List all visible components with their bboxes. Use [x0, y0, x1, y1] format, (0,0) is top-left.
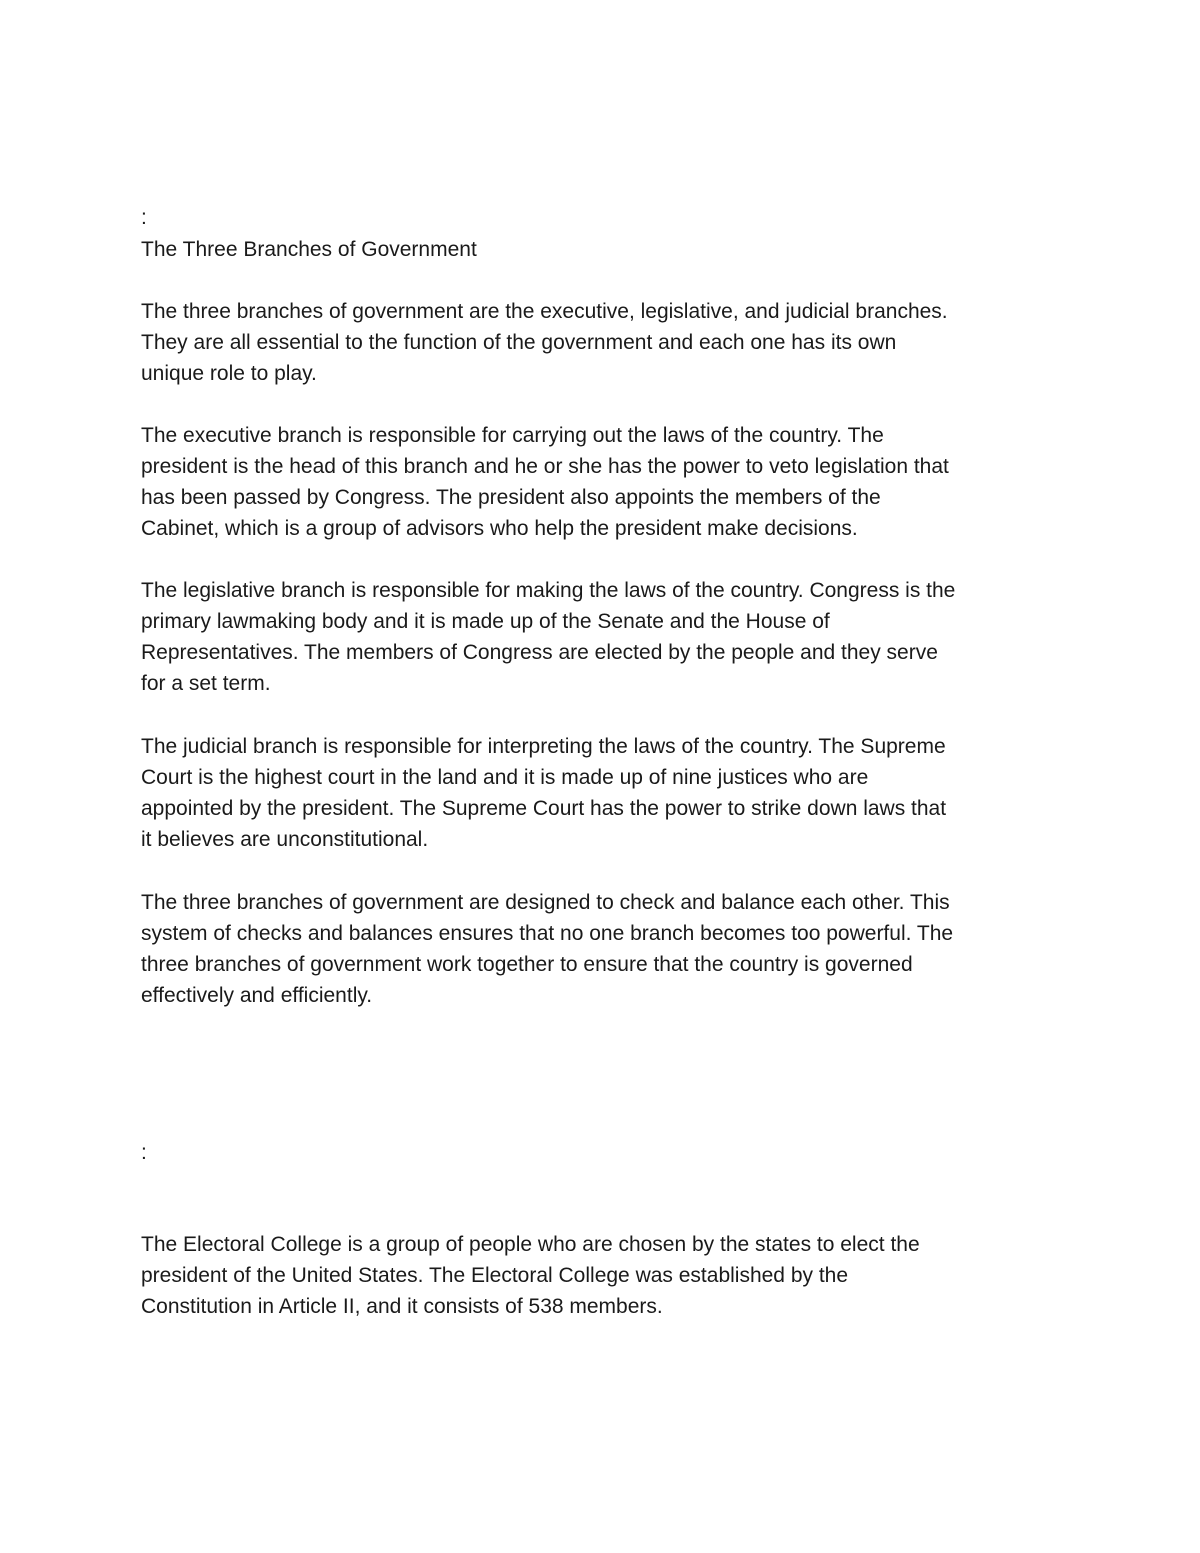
paragraph-legislative [141, 575, 955, 699]
paragraph-line: primary lawmaking body and it is made up of the Senate and the House of [141, 610, 830, 633]
paragraph-line: They are all essential to the function of the government and each one has its own [141, 331, 897, 354]
paragraph-line: for a set term. [141, 672, 271, 695]
paragraph-line: The Electoral College is a group of people who are chosen by the states to elect the [141, 1233, 920, 1256]
section-marker-2: : [141, 1141, 147, 1164]
paragraph-intro [141, 296, 948, 389]
paragraph-electoral-college [141, 1229, 920, 1322]
paragraph-line: president is the head of this branch and he or she has the power to veto legislation that [141, 455, 949, 478]
paragraph-line: Constitution in Article II, and it consists of 538 members. [141, 1295, 663, 1318]
paragraph-line: three branches of government work together to ensure that the country is governed [141, 953, 913, 976]
paragraph-line: appointed by the president. The Supreme Court has the power to strike down laws that [141, 797, 947, 820]
paragraph-line: it believes are unconstitutional. [141, 828, 429, 851]
paragraph-line: president of the United States. The Electoral College was established by the [141, 1264, 849, 1287]
paragraph-line: Cabinet, which is a group of advisors who help the president make decisions. [141, 517, 858, 540]
paragraph-line: system of checks and balances ensures that no one branch becomes too powerful. The [141, 922, 954, 945]
paragraph-line: The judicial branch is responsible for interpreting the laws of the country. The Supreme [141, 735, 946, 758]
paragraph-checks-balances [141, 887, 953, 1011]
paragraph-line: The three branches of government are designed to check and balance each other. This [141, 891, 950, 914]
document-title: The Three Branches of Government [141, 238, 477, 261]
paragraph-line: Representatives. The members of Congress are elected by the people and they serve [141, 641, 938, 664]
paragraph-line: The executive branch is responsible for carrying out the laws of the country. The [141, 424, 884, 447]
paragraph-line: The three branches of government are the executive, legislative, and judicial branches. [141, 300, 948, 323]
paragraph-judicial [141, 731, 946, 855]
paragraph-line: has been passed by Congress. The president also appoints the members of the [141, 486, 881, 509]
paragraph-line: The legislative branch is responsible for making the laws of the country. Congress is the [141, 579, 956, 602]
paragraph-executive [141, 420, 949, 544]
paragraph-line: unique role to play. [141, 362, 317, 385]
paragraph-line: effectively and efficiently. [141, 984, 373, 1007]
section-marker-1: : [141, 206, 147, 229]
paragraph-line: Court is the highest court in the land and it is made up of nine justices who are [141, 766, 869, 789]
